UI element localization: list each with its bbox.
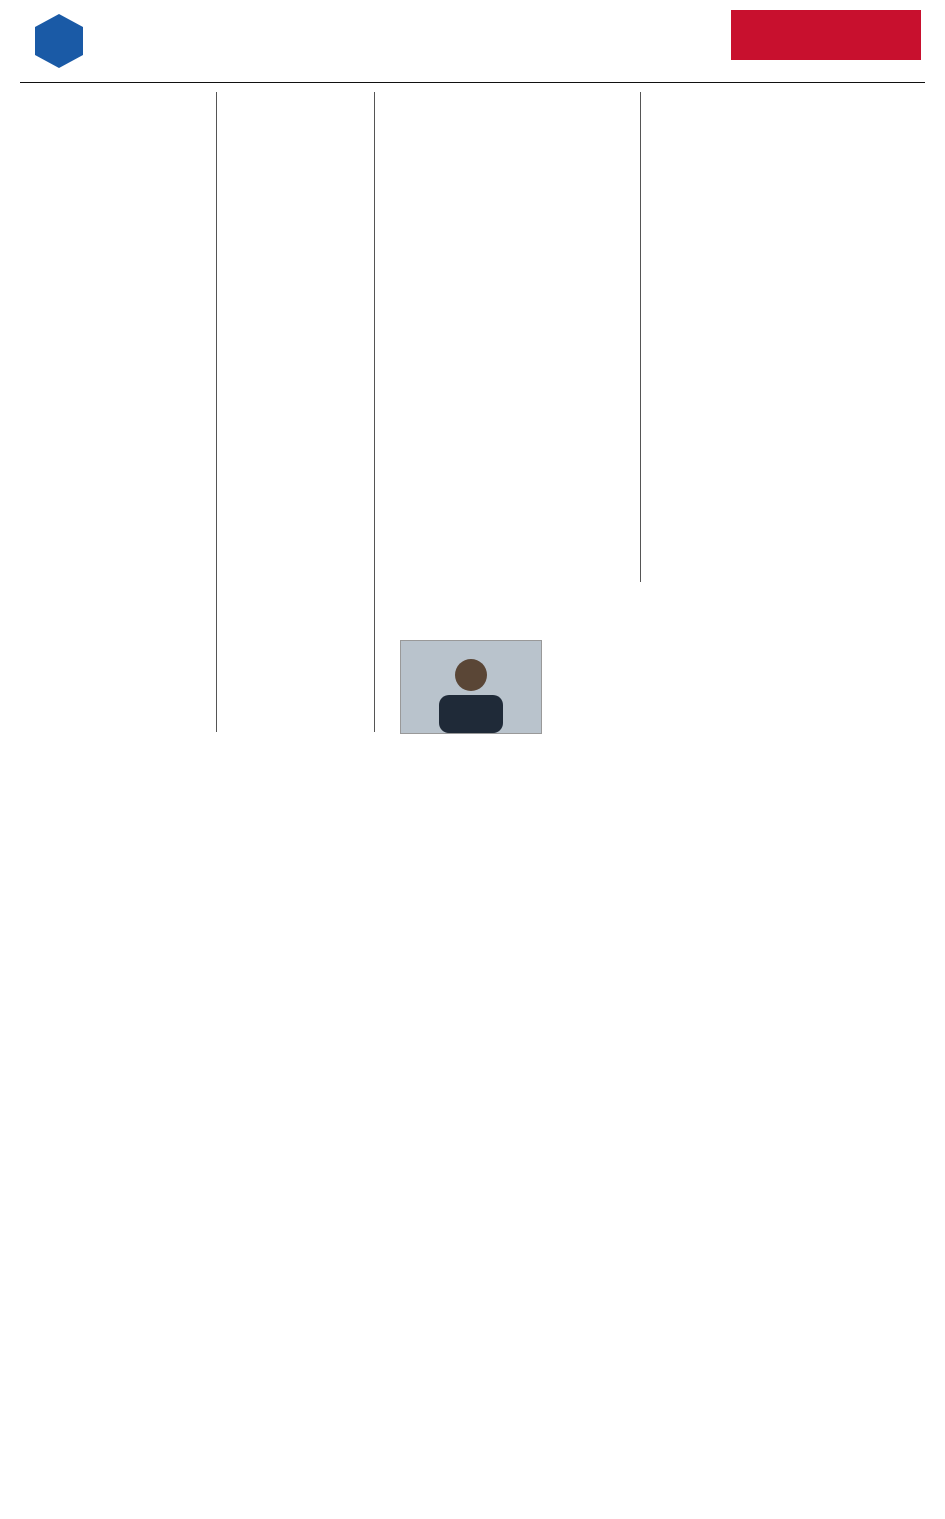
- column-rule: [374, 92, 375, 732]
- page-number-badge: [30, 12, 88, 70]
- column-rule: [216, 92, 217, 732]
- article-arao5: [224, 92, 368, 392]
- article-photo: [400, 640, 542, 734]
- masthead-rule: [20, 82, 925, 83]
- article-october6: [224, 556, 368, 732]
- article-sanghat: [20, 92, 208, 242]
- masthead-logo: [623, 6, 923, 68]
- article-mayakannay: [224, 400, 368, 550]
- masthead: [0, 0, 945, 82]
- article-khoner: [20, 248, 208, 498]
- article-aman: [382, 92, 632, 552]
- column-rule: [640, 92, 641, 582]
- article-rajpathei: [20, 508, 208, 688]
